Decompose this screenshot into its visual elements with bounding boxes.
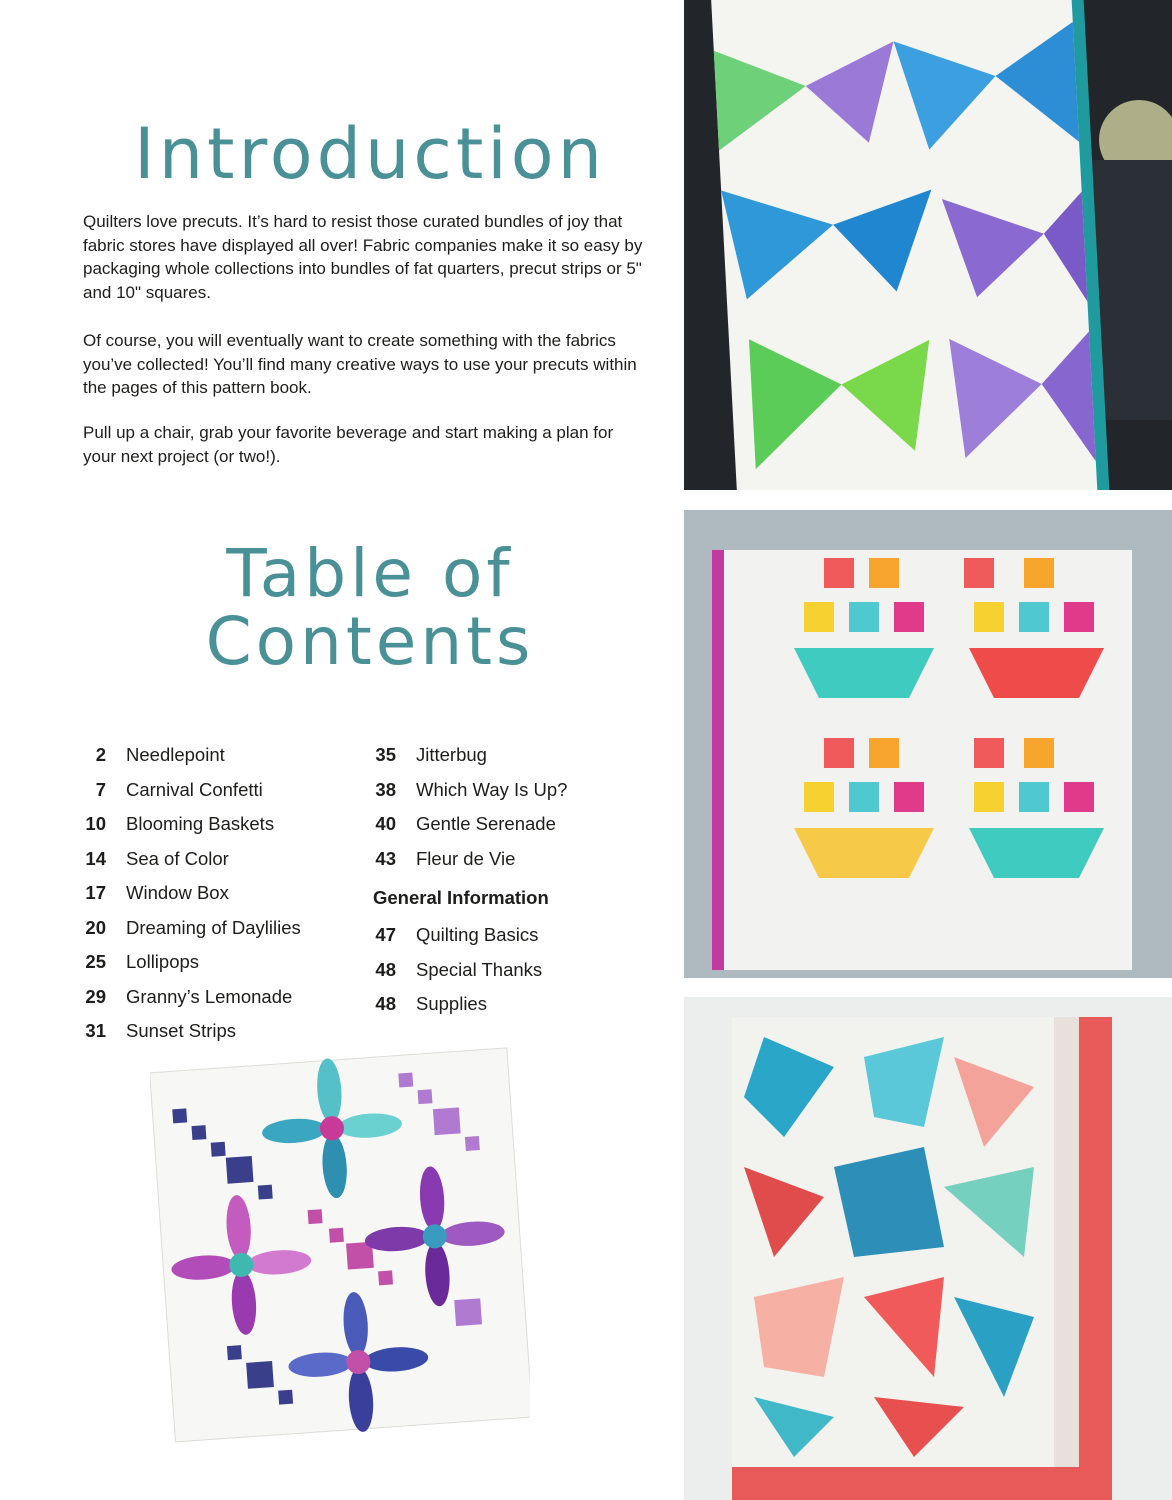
toc-pattern-name: Which Way Is Up?	[416, 778, 568, 800]
toc-page-number: 40	[375, 813, 396, 835]
toc-pattern-name: Quilting Basics	[416, 924, 539, 946]
toc-pattern-name: Needlepoint	[126, 744, 225, 766]
toc-pattern-name: Sea of Color	[126, 847, 229, 869]
intro-paragraph: Of course, you will eventually want to create something with the fabrics you’ve collected! You’ll find many creative ways to use your precuts within the pages of this pattern book.	[83, 331, 637, 397]
toc-pattern-name: Fleur de Vie	[416, 847, 516, 869]
toc-page-number: 14	[85, 847, 106, 869]
toc-general-information-heading: General Information	[373, 887, 549, 908]
toc-column-general	[362, 918, 542, 1022]
toc-entry[interactable]	[72, 945, 301, 980]
toc-entry[interactable]	[72, 773, 301, 808]
toc-page-number: 20	[85, 916, 106, 938]
toc-title-line2: Contents	[205, 603, 535, 680]
intro-paragraph: Pull up a chair, grab your favorite beverage and start making a plan for your next project (or two!).	[83, 423, 614, 466]
toc-column-patterns	[72, 738, 301, 1049]
toc-entry[interactable]	[72, 807, 301, 842]
toc-entry[interactable]	[362, 842, 567, 877]
toc-pattern-name: Dreaming of Daylilies	[126, 916, 301, 938]
toc-title	[100, 535, 640, 680]
toc-pattern-name: Window Box	[126, 882, 229, 904]
toc-page-number: 43	[375, 847, 396, 869]
toc-entry[interactable]	[362, 773, 567, 808]
toc-page-number: 7	[95, 778, 106, 800]
toc-page-number: 48	[375, 993, 396, 1015]
toc-page-number: 10	[85, 813, 106, 835]
toc-entry[interactable]	[362, 918, 542, 953]
diamond-quilt-photo	[684, 997, 1172, 1500]
intro-title: Introduction	[134, 113, 606, 195]
toc-pattern-name: Sunset Strips	[126, 1020, 237, 1042]
toc-page-number: 17	[85, 882, 106, 904]
star-quilt-photo	[684, 0, 1172, 490]
toc-pattern-name: Blooming Baskets	[126, 813, 275, 835]
toc-pattern-name: Carnival Confetti	[126, 778, 263, 800]
basket-quilt-photo	[684, 510, 1172, 978]
toc-entry[interactable]	[362, 987, 542, 1022]
toc-entry[interactable]	[72, 876, 301, 911]
toc-page-number: 38	[375, 778, 396, 800]
toc-pattern-name: Supplies	[416, 993, 487, 1015]
toc-entry[interactable]	[362, 807, 567, 842]
toc-page-number: 2	[95, 744, 106, 766]
toc-pattern-name: Jitterbug	[416, 744, 487, 766]
toc-column-patterns-2	[362, 738, 567, 876]
toc-page-number: 31	[85, 1020, 106, 1042]
toc-pattern-name: Granny’s Lemonade	[126, 985, 293, 1007]
toc-page-number: 48	[375, 958, 396, 980]
toc-pattern-name: Special Thanks	[416, 958, 543, 980]
toc-title-line1: Table of	[226, 535, 514, 612]
toc-pattern-name: Lollipops	[126, 951, 200, 973]
toc-entry[interactable]	[72, 842, 301, 877]
toc-page-number: 35	[375, 744, 396, 766]
intro-paragraph: Quilters love precuts. It’s hard to resist those curated bundles of joy that fabric stores have displayed all over! Fabric companies make it so easy by packaging whole collections into bundles of fat quarters, precut strips or 5" and 10" squares.	[83, 212, 643, 302]
toc-entry[interactable]	[72, 911, 301, 946]
flower-quilt-photo	[150, 1038, 530, 1448]
toc-page-number: 29	[85, 985, 106, 1007]
toc-entry[interactable]	[362, 953, 542, 988]
toc-entry[interactable]	[72, 980, 301, 1015]
toc-page-number: 25	[85, 951, 106, 973]
toc-entry[interactable]	[72, 738, 301, 773]
toc-entry[interactable]	[362, 738, 567, 773]
toc-page-number: 47	[375, 924, 396, 946]
toc-pattern-name: Gentle Serenade	[416, 813, 556, 835]
